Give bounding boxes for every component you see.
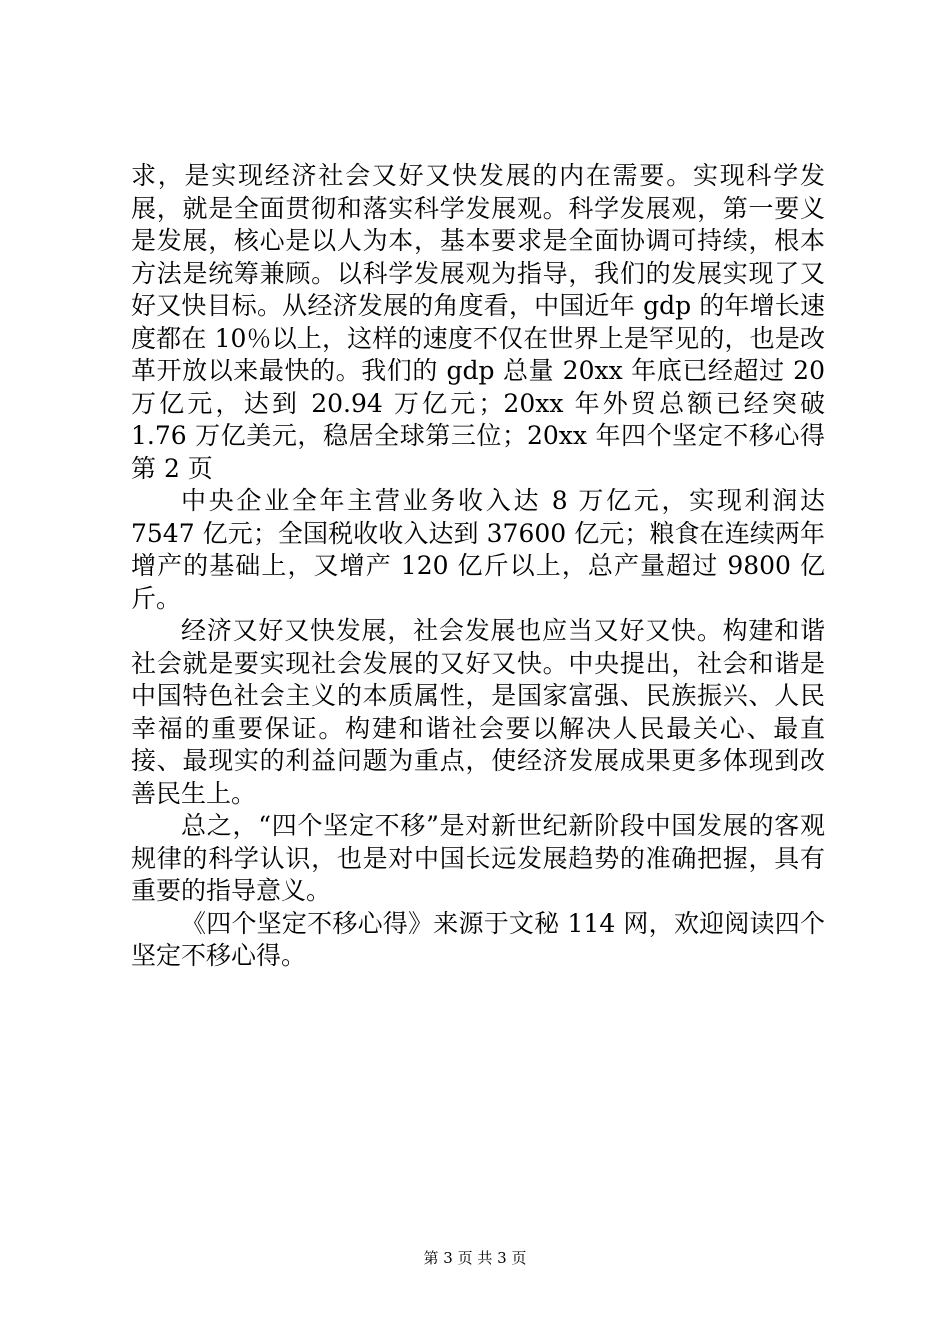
paragraph-enterprise-revenue: 中央企业全年主营业务收入达 8 万亿元，实现利润达 7547 亿元；全国税收收入达到 37600 亿元；粮食在连续两年增产的基础上，又增产 120 亿斤以上，总产量超过 9800 亿斤。 xyxy=(131,486,825,613)
paragraph-continued: 求，是实现经济社会又好又快发展的内在需要。实现科学发展，就是全面贯彻和落实科学发展观。科学发展观，第一要义是发展，核心是以人为本，基本要求是全面协调可持续，根本方法是统筹兼顾。以科学发展观为指导，我们的发展实现了又好又快目标。从经济发展的角度看，中国近年 gdp 的年增长速度都在 10％以上，这样的速度不仅在世界上是罕见的，也是改革开放以来最快的。我们的 gdp 总量 20xx 年底已经超过 20 万亿元，达到 20.94 万亿元；20xx 年外贸总额已经突破 1.76 万亿美元，稳居全球第三位；20xx 年四个坚定不移心得第 2 页 xyxy=(131,161,825,483)
paragraph-conclusion: 总之，“四个坚定不移”是对新世纪新阶段中国发展的客观规律的科学认识，也是对中国长远发展趋势的准确把握，具有重要的指导意义。 xyxy=(131,811,825,905)
document-body xyxy=(131,160,825,973)
paragraph-harmonious-society: 经济又好又快发展，社会发展也应当又好又快。构建和谐社会就是要实现社会发展的又好又快。中央提出，社会和谐是中国特色社会主义的本质属性，是国家富强、民族振兴、人民幸福的重要保证。构建和谐社会要以解决人民最关心、最直接、最现实的利益问题为重点，使经济发展成果更多体现到改善民生上。 xyxy=(131,616,825,808)
page-footer: 第 3 页 共 3 页 xyxy=(423,1249,527,1267)
paragraph-source-note: 《四个坚定不移心得》来源于文秘 114 网，欢迎阅读四个坚定不移心得。 xyxy=(131,908,825,970)
